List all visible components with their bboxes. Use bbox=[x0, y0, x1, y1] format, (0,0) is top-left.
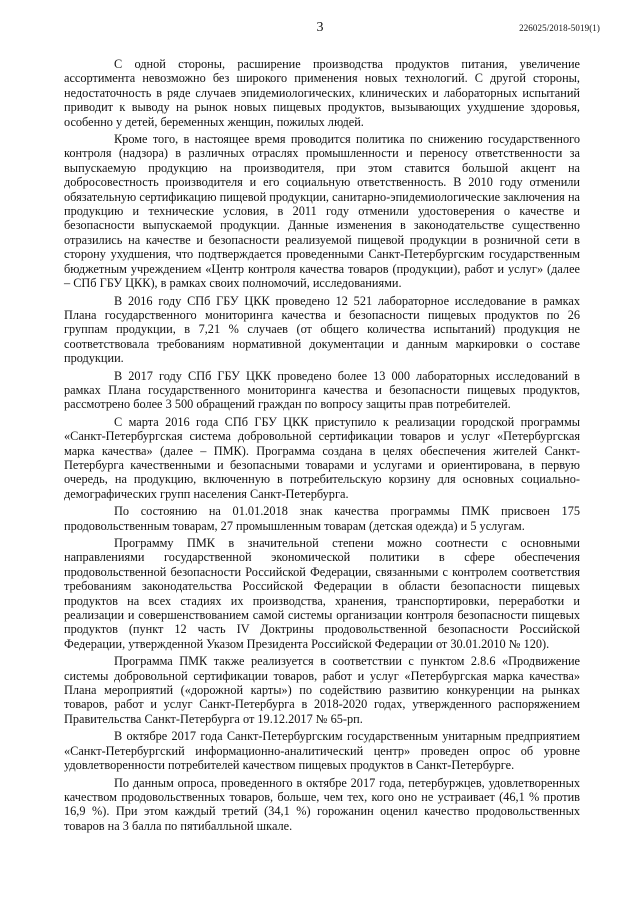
paragraph: По состоянию на 01.01.2018 знак качества программы ПМК присвоен 175 продовольственным товарам, 27 промышленным товарам (детская одежда) и 5 услугам. bbox=[64, 504, 580, 533]
paragraph: Программу ПМК в значительной степени можно соотнести с основными направлениями государственной экономической политики в сфере обеспечения продовольственной безопасности Российской Федерации, связанными с контролем соответствия требованиям законодательства Российской Федерации в области безопасности пищевых продуктов на всех стадиях их производства, хранения, транспортировки, переработки и реализации и совершенствованием самой системы организации контроля безопасности пищевых продуктов (пункт 12 часть IV Доктрины продовольственной безопасности Российской Федерации, утвержденной Указом Президента Российской Федерации от 30.01.2010 № 120). bbox=[64, 536, 580, 651]
paragraph: По данным опроса, проведенного в октябре 2017 года, петербуржцев, удовлетворенных качеством продовольственных товаров, больше, чем тех, кого оно не устраивает (46,1 % против 16,9 %). При этом каждый третий (34,1 %) горожанин оценил качество продовольственных товаров на 3 балла по пятибалльной шкале. bbox=[64, 775, 580, 833]
document-id: 226025/2018-5019(1) bbox=[519, 23, 600, 33]
paragraph: В 2016 году СПб ГБУ ЦКК проведено 12 521 лабораторное исследование в рамках Плана государственного мониторинга качества и безопасности пищевых продуктов по 26 группам продукции, в 7,21 % случаев (от общего количества испытаний) продукция не соответствовала требованиям нормативной документации и данным маркировки о составе продукции. bbox=[64, 293, 580, 366]
paragraph: В октябре 2017 года Санкт-Петербургским государственным унитарным предприятием «Санкт-Петербургский информационно-аналитический центр» проведен опрос об уровне удовлетворенности потребителей качеством пищевых продуктов в Санкт-Петербурге. bbox=[64, 729, 580, 773]
page-number: 3 bbox=[316, 20, 324, 35]
document-body bbox=[64, 57, 580, 836]
paragraph: В 2017 году СПб ГБУ ЦКК проведено более 13 000 лабораторных исследований в рамках Плана государственного мониторинга качества и безопасности пищевых продуктов, рассмотрено более 3 500 обращений граждан по вопросу защиты прав потребителей. bbox=[64, 368, 580, 412]
paragraph: С одной стороны, расширение производства продуктов питания, увеличение ассортимента невозможно без широкого применения новых технологий. С другой стороны, недостаточность в ряде случаев эпидемиологических, клинических и лабораторных испытаний приводит к выводу на рынок новых пищевых продуктов, вызывающих ухудшение здоровья, особенно у детей, беременных женщин, пожилых людей. bbox=[64, 57, 580, 129]
paragraph: С марта 2016 года СПб ГБУ ЦКК приступило к реализации городской программы «Санкт-Петербургская система добровольной сертификации товаров и услуг «Петербургская марка качества» (далее – ПМК). Программа создана в целях обеспечения жителей Санкт-Петербурга качественными и безопасными товарами и услугами и ориентирована, в первую очередь, на продукцию, включенную в потребительскую корзину для основных социально-демографических групп населения Санкт-Петербурга. bbox=[64, 414, 580, 501]
paragraph: Кроме того, в настоящее время проводится политика по снижению государственного контроля (надзора) в различных отраслях промышленности и переносу ответственности за выпускаемую продукцию на производителя, при этом ставится большой акцент на добросовестность производителя и его социальную ответственность. В 2010 году отменили обязательную сертификацию пищевой продукции, санитарно-эпидемиологические заключения на продукцию и технические условия, в 2011 году отменили удостоверения о качестве и безопасности выпускаемой продукции. Данные изменения в законодательстве существенно отразились на качестве и безопасности реализуемой пищевой продукции в розничной сети в сторону ухудшения, что подтверждается проведенными Санкт-Петербургским государственным бюджетным учреждением «Центр контроля качества товаров (продукции), работ и услуг» (далее – СПб ГБУ ЦКК), в рамках своих полномочий, исследованиями. bbox=[64, 132, 580, 291]
paragraph: Программа ПМК также реализуется в соответствии с пунктом 2.8.6 «Продвижение системы добровольной сертификации товаров, работ и услуг «Петербургская марка качества» Плана мероприятий («дорожной карты») по содействию развитию конкуренции на рынках товаров, работ и услуг Санкт-Петербурга в 2018-2020 годах, утвержденного распоряжением Правительства Санкт-Петербурга от 19.12.2017 № 65-рп. bbox=[64, 654, 580, 726]
